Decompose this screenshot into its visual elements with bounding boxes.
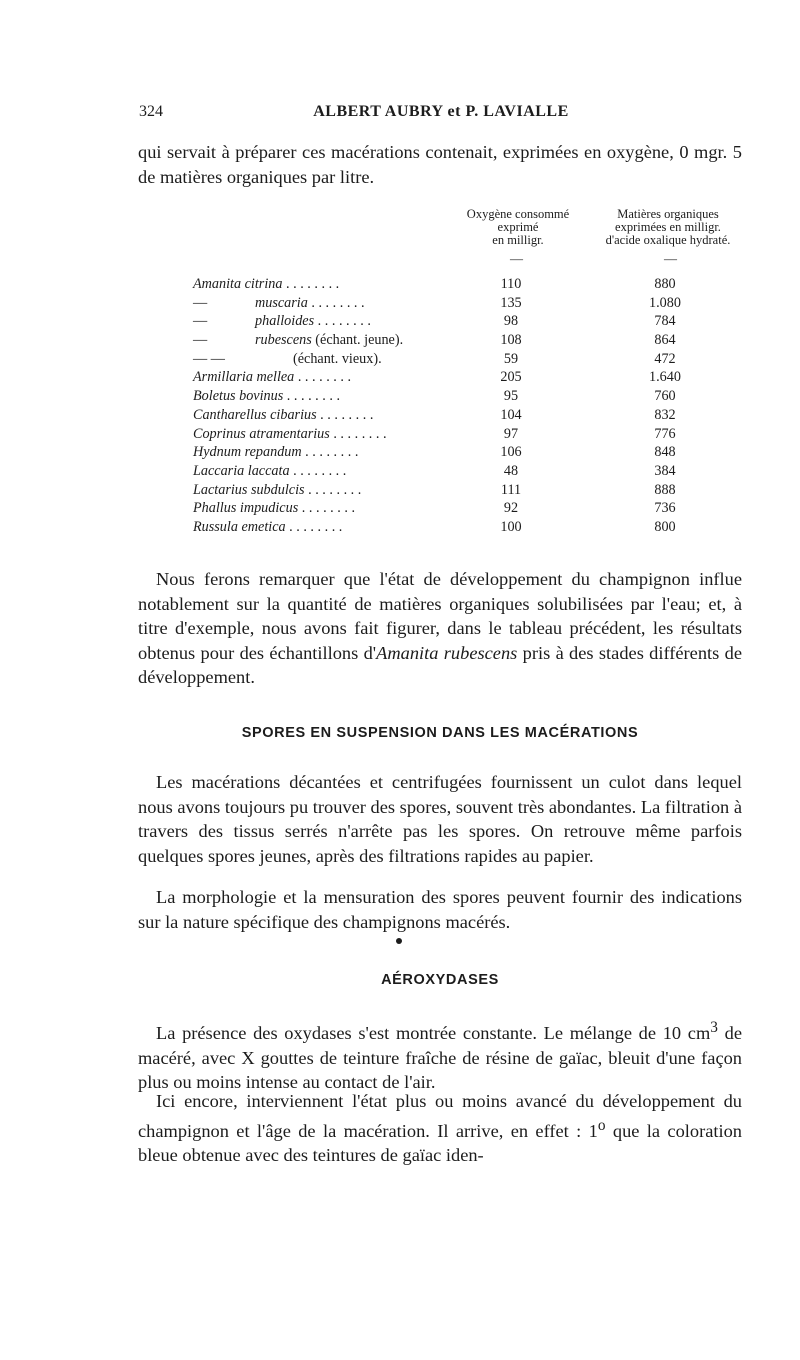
organic-value: 384	[654, 462, 676, 479]
column-dash: —	[510, 251, 523, 266]
organic-value: 864	[654, 332, 676, 349]
leader-dots: . . . . . . . .	[285, 518, 343, 535]
superscript: o	[597, 1116, 606, 1134]
running-head: ALBERT AUBRY et P. LAVIALLE	[313, 103, 569, 120]
organic-value: 784	[654, 313, 676, 330]
species-label: Lactarius subdulcis	[193, 481, 305, 498]
oxygen-value: 95	[503, 388, 519, 405]
oxygen-value: 59	[503, 350, 519, 367]
table-row	[193, 312, 713, 331]
table-row	[193, 518, 713, 537]
table-row	[193, 462, 713, 481]
oxygen-value: 92	[503, 500, 519, 517]
ditto-mark: — —	[193, 350, 225, 367]
species-label: muscaria	[255, 294, 308, 311]
species-name	[193, 518, 342, 537]
species-name	[193, 387, 340, 406]
column-header-oxygen	[450, 208, 586, 247]
species-label: Armillaria mellea	[193, 369, 295, 386]
species-label: Amanita citrina	[193, 276, 283, 292]
column-header-line: exprimées en milligr.	[615, 220, 721, 234]
superscript: 3	[710, 1019, 718, 1036]
organic-value: 472	[654, 350, 676, 367]
leader-dots: . . . . . . . .	[329, 425, 387, 442]
leader-dots: . . . . . . . .	[304, 481, 362, 498]
species-name	[193, 499, 355, 518]
ditto-mark: —	[193, 313, 208, 330]
species-name	[193, 331, 403, 350]
table-row	[193, 368, 713, 387]
leader-dots: . . . . . . . .	[316, 406, 374, 423]
organic-value: 888	[654, 481, 676, 498]
data-table	[193, 275, 713, 537]
oxygen-value: 100	[500, 518, 522, 535]
ditto-mark: —	[193, 294, 208, 311]
oxygen-value: 135	[500, 294, 522, 311]
separator-bullet	[396, 938, 402, 944]
leader-dots: . . . . . . . .	[298, 500, 355, 517]
species-name	[193, 350, 382, 369]
aeroxydases-paragraph-1	[138, 1016, 742, 1095]
species-name	[193, 425, 387, 444]
remark-paragraph	[138, 567, 742, 690]
sample-note: (échant. vieux).	[293, 350, 382, 367]
oxygen-value: 97	[503, 425, 519, 442]
leader-dots: . . . . . . . .	[307, 294, 365, 311]
organic-value: 1.080	[649, 294, 681, 311]
paragraph-text: Ici encore, interviennent l'état plus ou moins avancé du développement du champignon et l'âge de la macération. Il arrive, en effet : 1	[138, 1091, 742, 1141]
table-row	[193, 481, 713, 500]
species-name	[193, 294, 365, 313]
table-row	[193, 294, 713, 313]
species-label: Russula emetica	[193, 518, 286, 535]
remark-text: pris à des stades différents de développement.	[138, 642, 742, 687]
species-name	[193, 406, 373, 425]
organic-value: 880	[654, 276, 676, 292]
oxygen-value: 111	[500, 481, 522, 498]
remark-text: Nous ferons remarquer que l'état de développement du champignon influe notablement sur la quantité de matières organiques solubilisées par l'eau; et, à titre d'exemple, nous avons fait figurer, dans le tableau précédent, les résultats obtenus pour des échantillons d'	[138, 569, 742, 663]
table-row	[193, 443, 713, 462]
ditto-mark: —	[193, 332, 208, 349]
section-heading-aeroxydases: AÉROXYDASES	[381, 972, 499, 988]
page-number: 324	[139, 103, 163, 120]
leader-dots: . . . . . . . .	[282, 276, 340, 292]
organic-value: 800	[654, 518, 676, 535]
species-label: Boletus bovinus	[193, 388, 284, 405]
species-label: Cantharellus cibarius	[193, 406, 317, 423]
species-name	[193, 312, 371, 331]
page-header	[139, 103, 743, 127]
spores-paragraph-2: La morphologie et la mensuration des spores peuvent fournir des indications sur la nature spécifique des champignons macérés.	[138, 887, 742, 932]
species-name	[193, 481, 361, 500]
species-label: rubescens	[255, 332, 312, 349]
organic-value: 1.640	[649, 369, 681, 386]
organic-value: 760	[654, 388, 676, 405]
column-header-line: Matières organiques	[617, 207, 719, 221]
column-header-line: Oxygène consommé	[466, 207, 570, 221]
oxygen-value: 108	[500, 332, 522, 349]
table-row	[193, 425, 713, 444]
leader-dots: . . . . . . . .	[314, 313, 371, 330]
leader-dots: . . . . . . . .	[289, 462, 347, 479]
paragraph-text: que la coloration bleue obtenue avec des teintures de gaïac iden-	[138, 1120, 742, 1166]
table-row	[193, 275, 713, 294]
organic-value: 848	[654, 444, 676, 461]
table-header	[450, 208, 750, 268]
section-heading-spores: SPORES EN SUSPENSION DANS LES MACÉRATIONS	[241, 725, 639, 741]
leader-dots: . . . . . . . .	[283, 388, 340, 405]
table-row	[193, 499, 713, 518]
species-label: Coprinus atramentarius	[193, 425, 330, 442]
species-label: Hydnum repandum	[193, 444, 302, 461]
species-label: phalloides	[255, 313, 315, 330]
column-header-line: en milligr.	[492, 233, 544, 247]
oxygen-value: 98	[503, 313, 519, 330]
species-label: Phallus impudicus	[193, 500, 299, 517]
paragraph-text: La présence des oxydases s'est montrée constante. Le mélange de 10 cm	[156, 1023, 711, 1044]
oxygen-value: 110	[500, 276, 522, 292]
sample-note: (échant. jeune).	[315, 332, 404, 349]
species-label: Laccaria laccata	[193, 462, 290, 479]
table-row	[193, 387, 713, 406]
column-header-organic	[590, 208, 746, 247]
leader-dots: . . . . . . . .	[294, 369, 352, 386]
table-row	[193, 406, 713, 425]
leader-dots: . . . . . . . .	[301, 444, 359, 461]
aeroxydases-paragraph-2	[138, 1089, 742, 1168]
species-name	[193, 462, 346, 481]
table-row	[193, 331, 713, 350]
species-name	[193, 368, 351, 387]
oxygen-value: 106	[500, 444, 522, 461]
paragraph-text: de macéré, avec X gouttes de teinture fraîche de résine de gaïac, bleuit d'une façon plus ou moins intense au contact de l'air.	[138, 1023, 742, 1093]
species-name	[193, 275, 339, 294]
species-name	[193, 443, 358, 462]
oxygen-value: 104	[500, 406, 522, 423]
oxygen-value: 205	[500, 369, 522, 386]
column-header-line: d'acide oxalique hydraté.	[605, 233, 731, 247]
organic-value: 776	[654, 425, 676, 442]
organic-value: 832	[654, 406, 676, 423]
spores-paragraph-1: Les macérations décantées et centrifugées fournissent un culot dans lequel nous avons toujours pu trouver des spores, souvent très abondantes. La filtration à travers des tissus serrés n'arrête pas les spores. On retrouve même parfois quelques spores jeunes, après des filtrations rapides au papier.	[138, 772, 742, 866]
organic-value: 736	[654, 500, 676, 517]
oxygen-value: 48	[503, 462, 519, 479]
table-row	[193, 350, 713, 369]
column-header-line: exprimé	[497, 220, 539, 234]
remark-species: Amanita rubescens	[376, 642, 518, 663]
intro-paragraph: qui servait à préparer ces macérations contenait, exprimées en oxygène, 0 mgr. 5 de matières organiques par litre.	[138, 142, 742, 187]
column-dash: —	[664, 251, 677, 266]
